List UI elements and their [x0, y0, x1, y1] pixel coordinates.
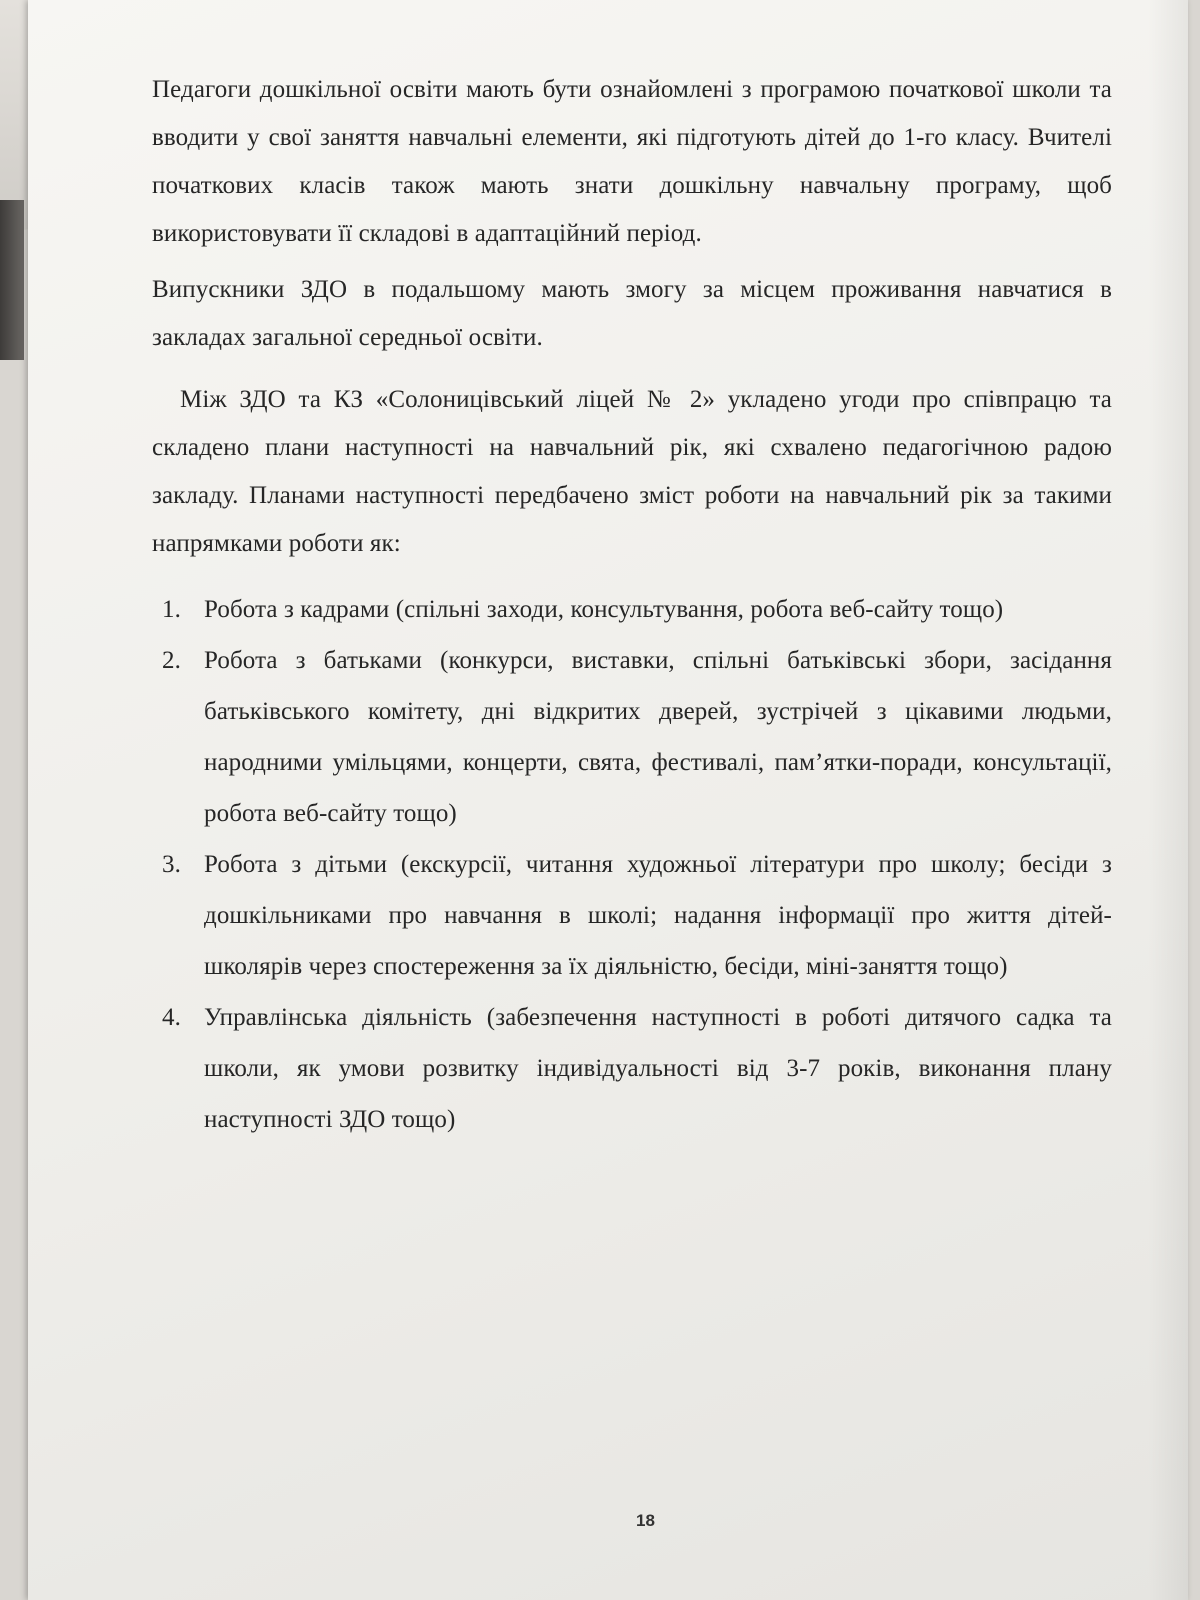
table-edge [0, 200, 24, 360]
list-item-number: 2. [162, 647, 181, 674]
list-item [152, 992, 1112, 1145]
list-item [152, 584, 1112, 635]
list-item-number: 4. [162, 1004, 181, 1031]
page-body [152, 66, 1112, 1145]
list-item-text: Управлінська діяльність (забезпечення наступності в роботі дитячого садка та школи, як умови розвитку індивідуальності від 3-7 років, виконання плану наступності ЗДО тощо) [204, 1004, 1112, 1133]
list-item-text: Робота з батьками (конкурси, виставки, спільні батьківські збори, засідання батьківського комітету, дні відкритих дверей, зустрічей з цікавими людьми, народними умільцями, концерти, свята, фестивалі, пам’ятки-поради, консультації, робота веб-сайту тощо) [204, 647, 1112, 827]
page-number: 18 [636, 1511, 655, 1530]
list-item [152, 839, 1112, 992]
list-item-number: 1. [162, 596, 181, 623]
paragraph-agreement: Між ЗДО та КЗ «Солоницівський ліцей № 2» укладено угоди про співпрацю та складено плани наступності на навчальний рік, які схвалено педагогічною радою закладу. Планами наступності передбачено зміст роботи на навчальний рік за такими напрямками роботи як: [152, 386, 1112, 557]
paragraph-educators: Педагоги дошкільної освіти мають бути ознайомлені з програмою початкової школи та вводити у свої заняття навчальні елементи, які підготують дітей до 1-го класу. Вчителі початкових класів також мають знати дошкільну навчальну програму, щоб використовувати її складові в адаптаційний період. [152, 76, 1112, 247]
list-item-text: Робота з кадрами (спільні заходи, консультування, робота веб-сайту тощо) [204, 596, 1004, 623]
document-page [28, 0, 1188, 1600]
work-directions-list [152, 584, 1112, 1145]
list-item [152, 635, 1112, 839]
list-item-number: 3. [162, 851, 181, 878]
list-item-text: Робота з дітьми (екскурсії, читання художньої літератури про школу; бесіди з дошкільниками про навчання в школі; надання інформації про життя дітей-школярів через спостереження за їх діяльністю, бесіди, міні-заняття тощо) [204, 851, 1112, 980]
paragraph-graduates: Випускники ЗДО в подальшому мають змогу за місцем проживання навчатися в закладах загальної середньої освіти. [152, 276, 1112, 351]
